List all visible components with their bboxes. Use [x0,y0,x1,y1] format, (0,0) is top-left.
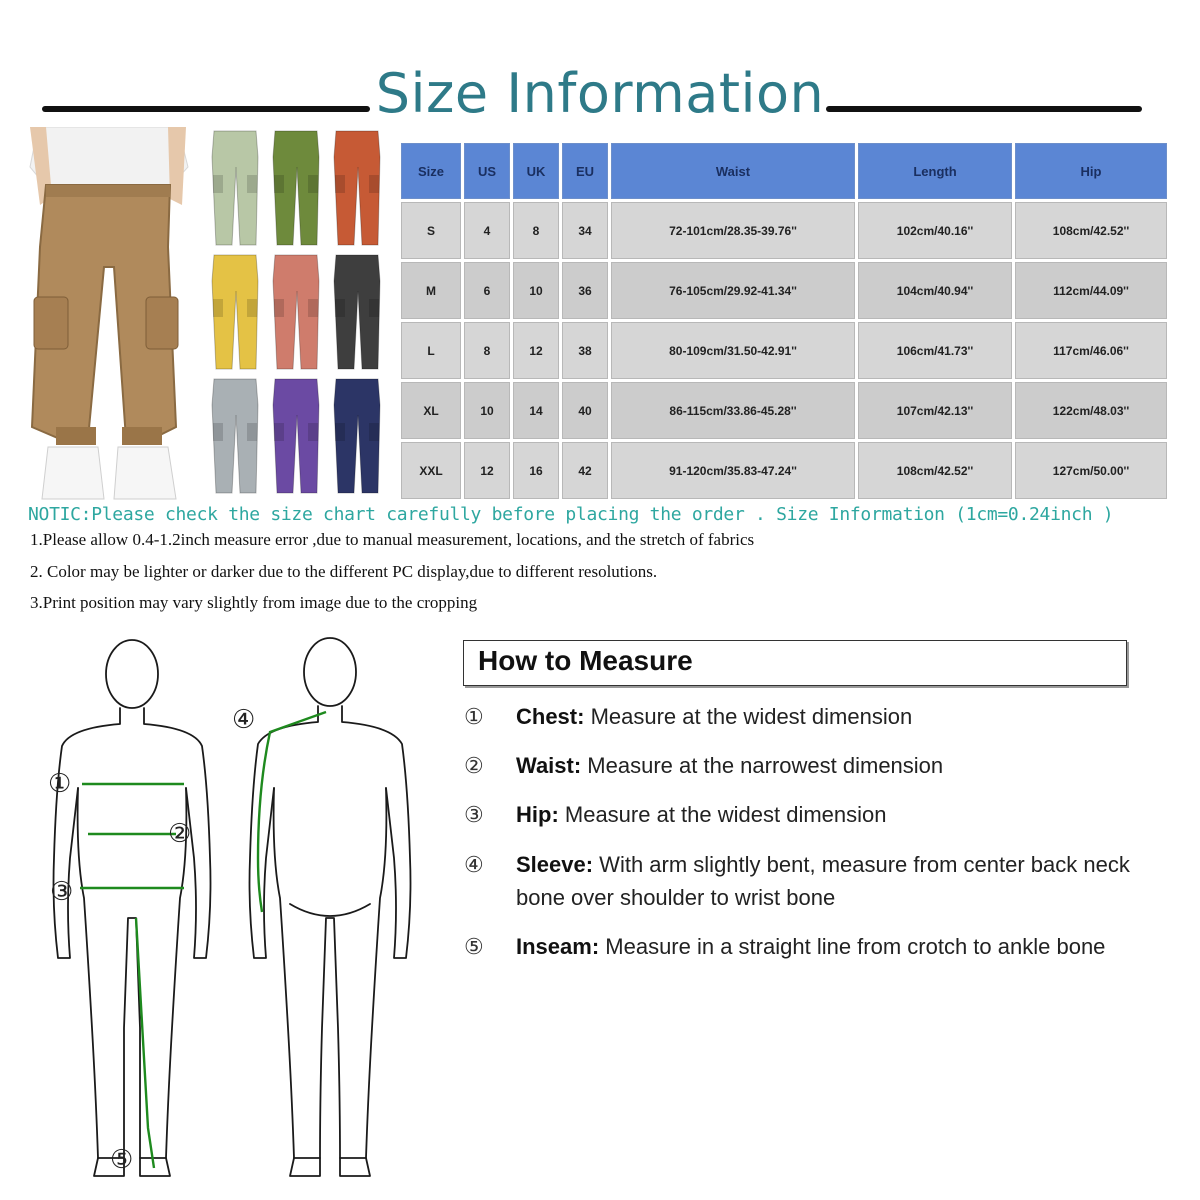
table-row [401,442,1167,499]
cell-waist: 80-109cm/31.50-42.91'' [611,322,855,379]
col-header-waist: Waist [611,143,855,199]
cell-waist: 72-101cm/28.35-39.76'' [611,202,855,259]
marker-3-hip: ③ [50,877,74,907]
instruction-number: ④ [464,852,484,877]
color-swatch-pants [212,255,258,369]
how-to-measure-header [463,640,1127,686]
cell-hip: 108cm/42.52'' [1015,202,1167,259]
col-header-eu: EU [562,143,608,199]
color-swatch-pants [334,379,380,493]
table-row [401,262,1167,319]
col-header-size: Size [401,143,461,199]
instruction-text: Measure at the widest dimension [558,802,887,827]
table-row [401,202,1167,259]
cell-length: 108cm/42.52'' [858,442,1012,499]
cell-size: L [401,322,461,379]
color-swatch-pants [273,131,319,245]
cell-us: 12 [464,442,510,499]
cell-size: XL [401,382,461,439]
cell-length: 106cm/41.73'' [858,322,1012,379]
col-header-hip: Hip [1015,143,1167,199]
cell-uk: 12 [513,322,559,379]
color-swatch-pants [212,131,258,245]
cell-waist: 86-115cm/33.86-45.28'' [611,382,855,439]
cell-uk: 8 [513,202,559,259]
title-rule-right [826,106,1142,112]
cell-uk: 16 [513,442,559,499]
cell-eu: 34 [562,202,608,259]
table-row [401,382,1167,439]
cell-us: 10 [464,382,510,439]
cell-hip: 122cm/48.03'' [1015,382,1167,439]
sleeve-line [258,712,326,912]
note-1: 1.Please allow 0.4-1.2inch measure error ,due to manual measurement, locations, and the stretch of fabrics [30,530,755,549]
marker-2-waist: ② [168,819,192,849]
instruction-number: ② [464,753,484,778]
inseam-line [136,918,154,1168]
front-body-figure [54,640,211,1176]
instruction-text: Measure at the narrowest dimension [581,753,944,778]
cell-uk: 14 [513,382,559,439]
col-header-us: US [464,143,510,199]
cell-uk: 10 [513,262,559,319]
instruction-label: Waist: [516,753,582,778]
cell-hip: 127cm/50.00'' [1015,442,1167,499]
cell-length: 102cm/40.16'' [858,202,1012,259]
size-chart-table [398,140,1170,502]
color-swatch-pants [273,379,319,493]
note-3: 3.Print position may vary slightly from image due to the cropping [30,593,478,612]
color-swatch-pants [273,255,319,369]
cell-hip: 112cm/44.09'' [1015,262,1167,319]
color-swatch-pants [334,255,380,369]
cell-eu: 40 [562,382,608,439]
how-to-measure-title: How to Measure [478,645,693,676]
cell-us: 6 [464,262,510,319]
size-notice: NOTIC:Please check the size chart carefully before placing the order . Size Information (1cm=0.24inch ) [28,504,1114,525]
product-main-photo [18,127,196,505]
instruction-text: Measure at the widest dimension [584,704,913,729]
instruction-label: Chest: [516,704,585,729]
cell-length: 107cm/42.13'' [858,382,1012,439]
cell-us: 4 [464,202,510,259]
instruction-number: ⑤ [464,934,484,959]
measurement-figures [0,628,440,1188]
cell-us: 8 [464,322,510,379]
cell-length: 104cm/40.94'' [858,262,1012,319]
col-header-uk: UK [513,143,559,199]
size-chart-header-row [401,143,1167,199]
instruction-number: ③ [464,802,484,827]
instruction-text: With arm slightly bent, measure from center back neck bone over shoulder to wrist bone [516,852,1130,910]
cell-eu: 42 [562,442,608,499]
instruction-text: Measure in a straight line from crotch to ankle bone [599,934,1106,959]
instruction-label: Sleeve: [516,852,594,877]
cell-size: XXL [401,442,461,499]
color-swatch-pants [212,379,258,493]
cell-hip: 117cm/46.06'' [1015,322,1167,379]
cell-size: S [401,202,461,259]
marker-5-inseam: ⑤ [110,1145,134,1175]
cell-eu: 36 [562,262,608,319]
marker-4-sleeve: ④ [232,705,256,735]
color-swatch-grid [206,127,390,501]
cell-size: M [401,262,461,319]
cell-waist: 76-105cm/29.92-41.34'' [611,262,855,319]
page-title: Size Information [375,62,825,125]
back-body-figure [250,638,411,1176]
note-2: 2. Color may be lighter or darker due to the different PC display,due to different resolutions. [30,562,658,581]
color-swatch-pants [334,131,380,245]
instruction-label: Hip: [516,802,559,827]
instruction-number: ① [464,704,484,729]
instruction-label: Inseam: [516,934,600,959]
table-row [401,322,1167,379]
col-header-length: Length [858,143,1012,199]
cell-waist: 91-120cm/35.83-47.24'' [611,442,855,499]
cell-eu: 38 [562,322,608,379]
marker-1-chest: ① [48,769,72,799]
